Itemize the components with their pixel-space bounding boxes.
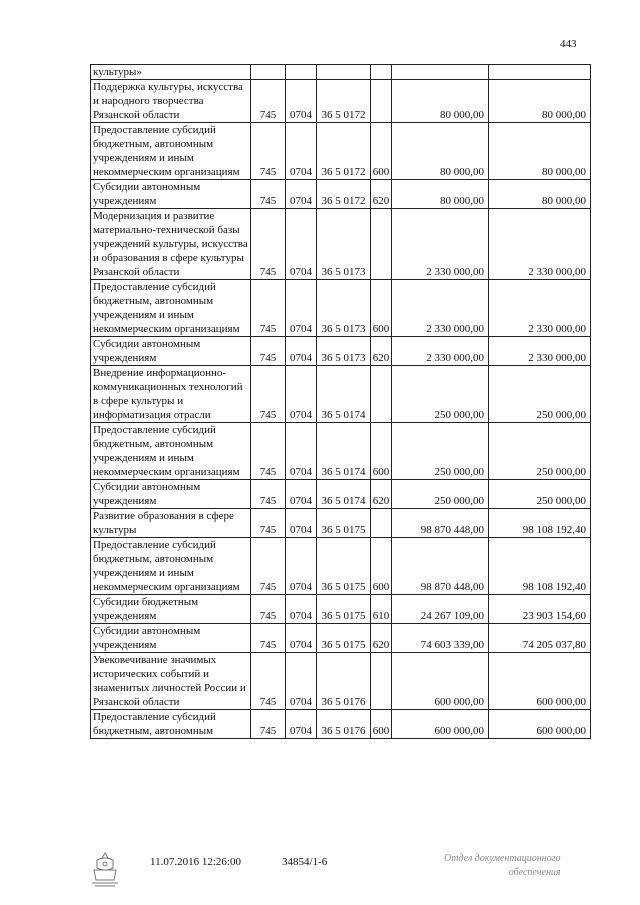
row-target-article-cell: 36 5 0175 <box>317 624 371 653</box>
row-amount-1-cell: 24 267 109,00 <box>392 595 489 624</box>
page-number: 443 <box>560 38 577 50</box>
row-amount-1-cell: 98 870 448,00 <box>392 509 489 538</box>
row-expense-type-cell: 620 <box>371 180 392 209</box>
row-target-article-cell <box>317 65 371 80</box>
row-ministry-code-cell: 745 <box>251 538 286 595</box>
table-row <box>91 538 591 595</box>
table-row <box>91 480 591 509</box>
row-ministry-code-cell: 745 <box>251 123 286 180</box>
row-target-article-cell: 36 5 0174 <box>317 480 371 509</box>
row-section-code-cell: 0704 <box>286 595 317 624</box>
row-target-article-cell: 36 5 0176 <box>317 653 371 710</box>
row-amount-1-cell: 250 000,00 <box>392 423 489 480</box>
row-ministry-code-cell: 745 <box>251 423 286 480</box>
row-target-article-cell: 36 5 0173 <box>317 337 371 366</box>
table-row <box>91 595 591 624</box>
row-expense-type-cell: 620 <box>371 480 392 509</box>
row-section-code-cell: 0704 <box>286 80 317 123</box>
row-section-code-cell: 0704 <box>286 538 317 595</box>
row-amount-2-cell: 80 000,00 <box>489 180 591 209</box>
row-amount-2-cell: 250 000,00 <box>489 366 591 423</box>
row-expense-type-cell: 600 <box>371 123 392 180</box>
stamp-line-2: обеспечения <box>508 867 561 878</box>
table-row <box>91 337 591 366</box>
row-section-code-cell: 0704 <box>286 480 317 509</box>
row-section-code-cell: 0704 <box>286 180 317 209</box>
row-amount-1-cell: 80 000,00 <box>392 180 489 209</box>
table-row <box>91 423 591 480</box>
row-amount-2-cell: 80 000,00 <box>489 80 591 123</box>
row-ministry-code-cell: 745 <box>251 280 286 337</box>
row-name-cell: Предоставление субсидий бюджетным, автономным <box>91 710 251 739</box>
row-amount-2-cell: 23 903 154,60 <box>489 595 591 624</box>
row-target-article-cell: 36 5 0173 <box>317 280 371 337</box>
row-expense-type-cell: 600 <box>371 280 392 337</box>
row-name-cell: Субсидии автономным учреждениям <box>91 180 251 209</box>
row-amount-1-cell: 80 000,00 <box>392 80 489 123</box>
row-name-cell: Предоставление субсидий бюджетным, автономным учреждениям и иным некоммерческим организациям <box>91 123 251 180</box>
row-ministry-code-cell: 745 <box>251 480 286 509</box>
row-amount-2-cell: 74 205 037,80 <box>489 624 591 653</box>
row-ministry-code-cell: 745 <box>251 180 286 209</box>
row-name-cell: Субсидии автономным учреждениям <box>91 480 251 509</box>
row-target-article-cell: 36 5 0175 <box>317 595 371 624</box>
row-expense-type-cell: 620 <box>371 337 392 366</box>
row-name-cell: Увековечивание значимых исторических событий и знаменитых личностей России и Рязанской области <box>91 653 251 710</box>
table-row <box>91 509 591 538</box>
row-amount-2-cell: 2 330 000,00 <box>489 209 591 280</box>
row-section-code-cell: 0704 <box>286 509 317 538</box>
row-ministry-code-cell: 745 <box>251 209 286 280</box>
row-section-code-cell: 0704 <box>286 423 317 480</box>
row-section-code-cell <box>286 65 317 80</box>
row-section-code-cell: 0704 <box>286 337 317 366</box>
row-target-article-cell: 36 5 0172 <box>317 180 371 209</box>
row-name-cell: Предоставление субсидий бюджетным, автономным учреждениям и иным некоммерческим организациям <box>91 538 251 595</box>
emblem-icon <box>88 850 122 888</box>
row-name-cell: Внедрение информационно-коммуникационных технологий в сфере культуры и информатизация отрасли <box>91 366 251 423</box>
row-name-cell: Субсидии автономным учреждениям <box>91 337 251 366</box>
row-ministry-code-cell: 745 <box>251 653 286 710</box>
row-name-cell: Поддержка культуры, искусства и народного творчества Рязанской области <box>91 80 251 123</box>
row-name-cell: Модернизация и развитие материально-технической базы учреждений культуры, искусства и образования в сфере культуры Рязанской области <box>91 209 251 280</box>
row-name-cell: Развитие образования в сфере культуры <box>91 509 251 538</box>
budget-table <box>90 64 591 739</box>
row-section-code-cell: 0704 <box>286 710 317 739</box>
row-section-code-cell: 0704 <box>286 624 317 653</box>
row-name-cell: Субсидии бюджетным учреждениям <box>91 595 251 624</box>
row-target-article-cell: 36 5 0172 <box>317 123 371 180</box>
table-row <box>91 123 591 180</box>
row-amount-2-cell: 80 000,00 <box>489 123 591 180</box>
row-section-code-cell: 0704 <box>286 209 317 280</box>
row-ministry-code-cell: 745 <box>251 509 286 538</box>
row-ministry-code-cell: 745 <box>251 337 286 366</box>
table-row <box>91 65 591 80</box>
row-expense-type-cell: 600 <box>371 423 392 480</box>
row-amount-1-cell: 2 330 000,00 <box>392 280 489 337</box>
table-row <box>91 366 591 423</box>
row-amount-2-cell: 250 000,00 <box>489 423 591 480</box>
row-expense-type-cell <box>371 209 392 280</box>
row-ministry-code-cell: 745 <box>251 595 286 624</box>
row-expense-type-cell <box>371 653 392 710</box>
row-ministry-code-cell <box>251 65 286 80</box>
row-target-article-cell: 36 5 0172 <box>317 80 371 123</box>
row-expense-type-cell: 620 <box>371 624 392 653</box>
row-amount-2-cell: 600 000,00 <box>489 710 591 739</box>
table-body <box>91 65 591 739</box>
row-amount-2-cell: 2 330 000,00 <box>489 337 591 366</box>
row-section-code-cell: 0704 <box>286 280 317 337</box>
table-row <box>91 280 591 337</box>
row-expense-type-cell <box>371 509 392 538</box>
row-amount-2-cell: 98 108 192,40 <box>489 509 591 538</box>
row-amount-1-cell: 2 330 000,00 <box>392 337 489 366</box>
row-expense-type-cell <box>371 80 392 123</box>
row-name-cell: Субсидии автономным учреждениям <box>91 624 251 653</box>
row-target-article-cell: 36 5 0175 <box>317 509 371 538</box>
row-target-article-cell: 36 5 0175 <box>317 538 371 595</box>
row-amount-1-cell: 2 330 000,00 <box>392 209 489 280</box>
row-amount-1-cell: 74 603 339,00 <box>392 624 489 653</box>
row-target-article-cell: 36 5 0174 <box>317 366 371 423</box>
row-amount-2-cell: 2 330 000,00 <box>489 280 591 337</box>
row-name-cell: Предоставление субсидий бюджетным, автономным учреждениям и иным некоммерческим организациям <box>91 280 251 337</box>
row-target-article-cell: 36 5 0174 <box>317 423 371 480</box>
row-amount-1-cell: 98 870 448,00 <box>392 538 489 595</box>
row-name-cell: Предоставление субсидий бюджетным, автономным учреждениям и иным некоммерческим организациям <box>91 423 251 480</box>
row-amount-2-cell <box>489 65 591 80</box>
row-amount-1-cell: 250 000,00 <box>392 366 489 423</box>
table-row <box>91 80 591 123</box>
row-expense-type-cell: 600 <box>371 710 392 739</box>
footer-date: 11.07.2016 12:26:00 <box>150 856 241 868</box>
row-section-code-cell: 0704 <box>286 123 317 180</box>
row-ministry-code-cell: 745 <box>251 624 286 653</box>
row-ministry-code-cell: 745 <box>251 80 286 123</box>
row-expense-type-cell <box>371 65 392 80</box>
row-expense-type-cell: 600 <box>371 538 392 595</box>
row-amount-1-cell <box>392 65 489 80</box>
table-row <box>91 624 591 653</box>
footer-doc-number: 34854/1-6 <box>282 856 328 868</box>
row-amount-1-cell: 600 000,00 <box>392 710 489 739</box>
row-section-code-cell: 0704 <box>286 653 317 710</box>
row-section-code-cell: 0704 <box>286 366 317 423</box>
row-name-cell: культуры» <box>91 65 251 80</box>
department-stamp <box>444 852 561 880</box>
table-row <box>91 209 591 280</box>
row-amount-1-cell: 80 000,00 <box>392 123 489 180</box>
row-amount-1-cell: 250 000,00 <box>392 480 489 509</box>
row-expense-type-cell <box>371 366 392 423</box>
row-ministry-code-cell: 745 <box>251 710 286 739</box>
table-row <box>91 653 591 710</box>
row-amount-2-cell: 98 108 192,40 <box>489 538 591 595</box>
row-amount-1-cell: 600 000,00 <box>392 653 489 710</box>
row-amount-2-cell: 600 000,00 <box>489 653 591 710</box>
row-amount-2-cell: 250 000,00 <box>489 480 591 509</box>
row-target-article-cell: 36 5 0176 <box>317 710 371 739</box>
table-row <box>91 180 591 209</box>
row-target-article-cell: 36 5 0173 <box>317 209 371 280</box>
table-row <box>91 710 591 739</box>
row-expense-type-cell: 610 <box>371 595 392 624</box>
row-ministry-code-cell: 745 <box>251 366 286 423</box>
stamp-line-1: Отдел документационного <box>444 853 561 864</box>
